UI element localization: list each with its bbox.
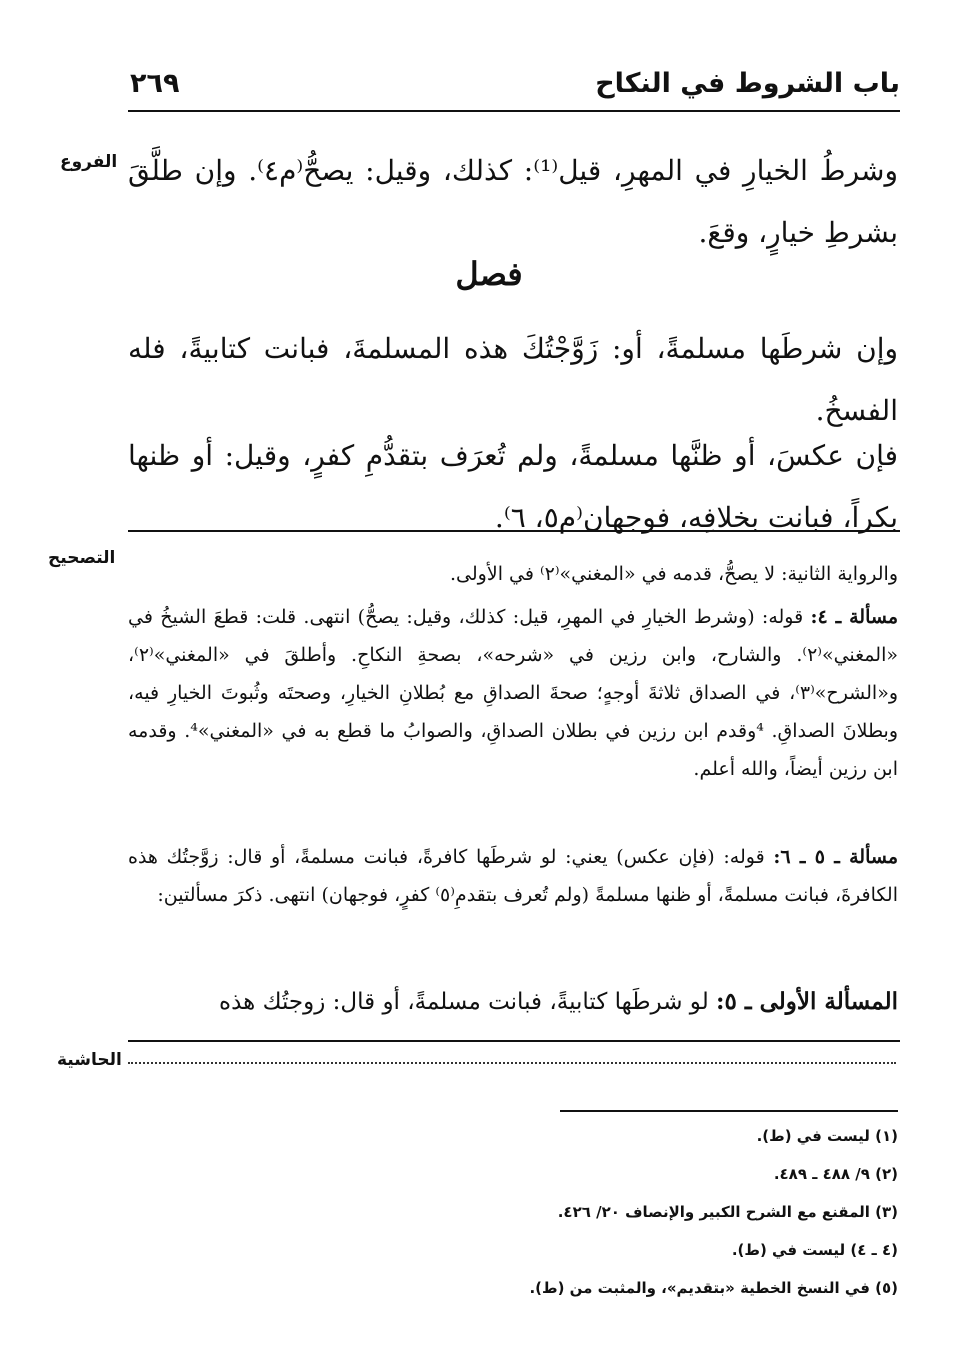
footnotes	[529, 1127, 898, 1317]
main-paragraph-3: فإن عكسَ، أو ظنَّها مسلمةً، ولم تُعرَف بتقدُّمِ كفرٍ، وقيل: أو ظنها بكراً، فبانت بخلافِه، فوجهان⁽م٥، ٦⁾.	[128, 439, 898, 534]
tashih-line-1: والرواية الثانية: لا يصحُّ، قدمه في «المغني»⁽٢⁾ في الأولى.	[450, 563, 898, 585]
tashih-masala-4	[128, 598, 898, 788]
footnote: (٥) في النسخ الخطية «بتقديم»، والمثبت من (ط).	[529, 1279, 898, 1297]
section-heading-fasl: فصل	[455, 255, 523, 293]
masala-first-label: المسألة الأولى ـ ٥:	[716, 988, 898, 1015]
masala-5-6-label: مسألة ـ ٥ ـ ٦:	[773, 846, 899, 868]
tashih-masala-first	[128, 983, 898, 1021]
header-rule	[128, 110, 900, 112]
page-number: ٢٦٩	[130, 68, 180, 99]
masala-5-6-text: قوله: (فإن عكس) يعني: لو شرطَها كافرةً، فبانت مسلمةً، أو قال: زوَّجتُك هذه الكافرةَ، فبانت مسلمةً، أو ظنها مسلمةً (ولم تُعرف بتقدمِ⁽٥⁾ كفرٍ، فوجهان) انتهى. ذكرَ مسألتين:	[128, 846, 898, 906]
masala-4-label: مسألة ـ ٤:	[810, 606, 899, 628]
side-label-furu: الفروع	[60, 152, 118, 172]
side-label-tashih: التصحيح	[48, 548, 116, 568]
running-header-title: باب الشروط في النكاح	[595, 68, 900, 99]
hashiya-dotted-line	[128, 1062, 896, 1064]
footnote: (٤ ـ ٤) ليست في (ط).	[731, 1241, 898, 1259]
masala-4-text: قوله: (وشرط الخيارِ في المهرِ، قيل: كذلك، وقيل: يصحُّ) انتهى. قلت: قطعَ الشيخُ في «المغني»⁽٢⁾. والشارح، وابن رزين في «شرحه»، بصحةِ النكاحِ. وأطلقَ في «المغني»⁽٢⁾، و«الشرح»⁽٣⁾، في الصداق ثلاثةَ أوجهٍ؛ صحةَ الصداقِ مع بُطلانِ الخيارِ، وصحتَه وثُبوتَ الخيارِ فيه، وبطلانَ الصداقِ. ⁴وقدم ابن رزين في بطلان الصداقِ، والصوابُ ما قطع به في «المغني»⁴. وقدمه ابن رزين أيضاً، والله أعلم.	[128, 606, 898, 780]
tashih-masala-5-6	[128, 838, 898, 914]
main-paragraph-2: وإن شرطَها مسلمةً، أو: زَوَّجْتُكَ هذه المسلمةَ، فبانت كتابيةً، فله الفسخُ.	[128, 332, 898, 427]
footnote: (١) ليست في (ط).	[756, 1127, 898, 1145]
footnote: (٢) ٩/ ٤٨٨ ـ ٤٨٩.	[773, 1165, 898, 1183]
footnote-rule	[560, 1110, 898, 1112]
section-divider-hashiya	[128, 1040, 900, 1042]
section-divider-tashih	[128, 530, 900, 532]
main-paragraph-1: وشرطُ الخيارِ في المهرِ، قيل⁽¹⁾: كذلك، وقيل: يصحُّ⁽م٤⁾. وإن طلَّقَ بشرطِ خيارٍ، وقعَ.	[128, 154, 898, 249]
side-label-hashiya: الحاشية	[57, 1050, 122, 1070]
masala-first-text: لو شرطَها كتابيةً، فبانت مسلمةً، أو قال: زوجتُك هذه	[219, 989, 709, 1015]
footnote: (٣) المقنع مع الشرح الكبير والإنصاف ٢٠/ ٤٢٦.	[557, 1203, 898, 1221]
